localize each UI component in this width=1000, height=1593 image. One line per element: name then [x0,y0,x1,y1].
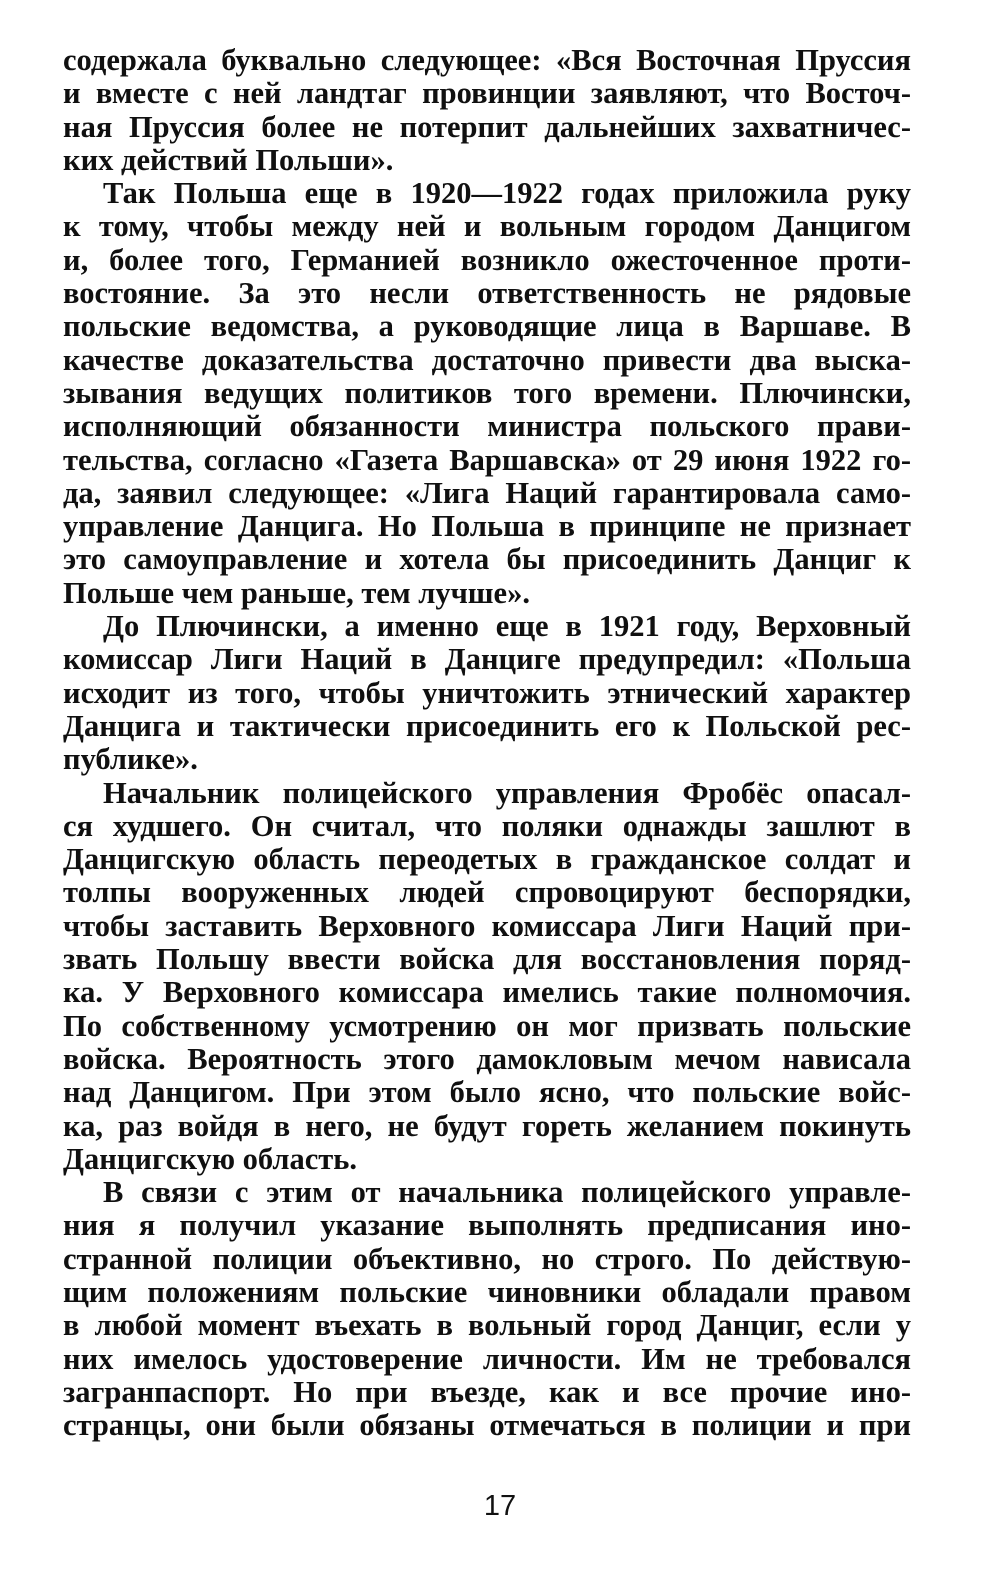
text-line: публике». [63,742,198,777]
text-line: к тому, чтобы между ней и вольным городом Данцигом [63,209,911,244]
text-line: исходит из того, чтобы уничтожить этнический характер [63,675,911,710]
text-line: ких действий Польши». [63,142,394,177]
text-line: ная Пруссия более не потерпит дальнейших захватничес- [63,109,911,144]
text-line: в любой момент въехать в вольный город Данциг, если у [63,1308,911,1343]
text-line: толпы вооруженных людей спровоцируют беспорядки, [63,875,911,910]
text-line: чтобы заставить Верховного комиссара Лиги Наций при- [63,908,911,943]
text-line: Данцигскую область переодетых в гражданское солдат и [63,842,911,877]
text-line: комиссар Лиги Наций в Данциге предупредил: «Польша [63,642,911,677]
text-line: и, более того, Германией возникло ожесточенное проти- [63,242,911,277]
text-line: Данцигскую область. [63,1141,358,1176]
text-line: польские ведомства, а руководящие лица в Варшаве. В [63,309,911,344]
text-line: Так Польша еще в 1920—1922 годах приложила руку [103,176,911,211]
text-line: качестве доказательства достаточно привести два выска- [63,342,911,377]
text-line: них имелось удостоверение личности. Им не требовался [63,1341,911,1376]
text-line: До Плючински, а именно еще в 1921 году, Верховный [103,609,911,644]
text-line: По собственному усмотрению он мог призвать польские [63,1008,911,1043]
text-line: Польше чем раньше, тем лучше». [63,575,530,610]
text-line: тельства, согласно «Газета Варшавска» от 29 июня 1922 го- [63,442,911,477]
text-line: это самоуправление и хотела бы присоединить Данциг к [63,542,911,577]
page-number: 17 [483,1490,517,1522]
text-line: загранпаспорт. Но при въезде, как и все прочие ино- [63,1374,911,1409]
text-line: звать Польшу ввести войска для восстановления поряд- [63,942,911,977]
text-line: Данцига и тактически присоединить его к Польской рес- [63,708,911,743]
text-line: зывания ведущих политиков того времени. Плючински, [63,375,911,410]
text-line: исполняющий обязанности министра польского прави- [63,409,911,444]
text-line: Начальник полицейского управления Фробёс опасал- [103,775,911,810]
text-line: да, заявил следующее: «Лига Наций гарантировала само- [63,475,911,510]
text-line: ся худшего. Он считал, что поляки однажды зашлют в [63,808,911,843]
text-line: над Данцигом. При этом было ясно, что польские войс- [63,1075,911,1110]
text-line: содержала буквально следующее: «Вся Восточная Пруссия [63,43,911,77]
text-line: щим положениям польские чиновники обладали правом [63,1274,911,1309]
text-line: и вместе с ней ландтаг провинции заявляют, что Восточ- [63,76,911,111]
page-text [63,44,911,1442]
text-line: странцы, они были обязаны отмечаться в полиции и при [63,1408,911,1443]
text-line: В связи с этим от начальника полицейского управле- [103,1175,911,1210]
text-line: ка. У Верховного комиссара имелись такие полномочия. [63,975,911,1010]
text-line: ка, раз войдя в него, не будут гореть желанием покинуть [63,1108,911,1143]
text-line: войска. Вероятность этого дамокловым мечом нависала [63,1041,911,1076]
text-line: востояние. За это несли ответственность не рядовые [63,276,911,311]
text-line: странной полиции объективно, но строго. По действую- [63,1241,911,1276]
text-line: ния я получил указание выполнять предписания ино- [63,1208,911,1243]
text-line: управление Данцига. Но Польша в принципе не признает [63,509,911,544]
